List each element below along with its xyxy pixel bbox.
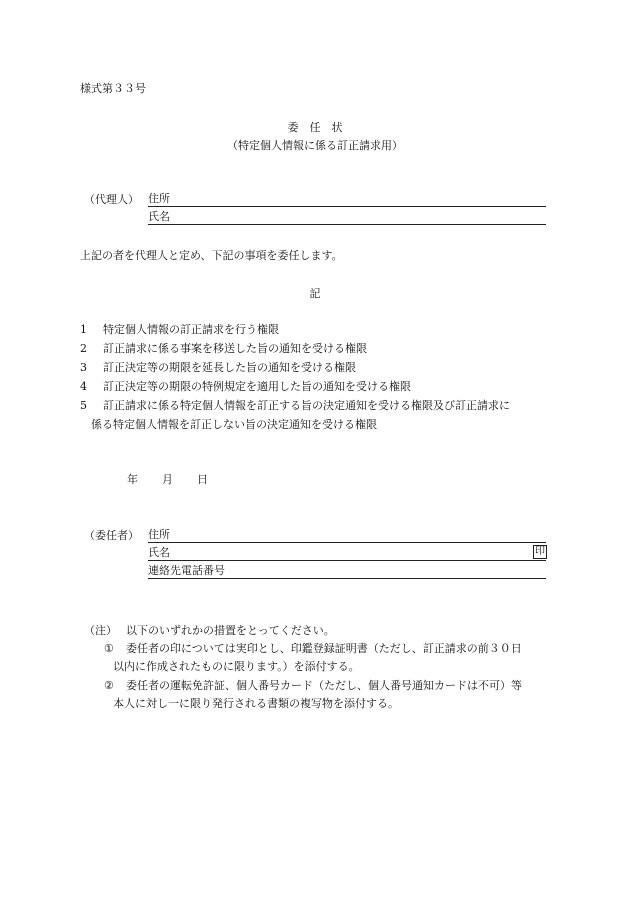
principal-name-field[interactable] [148,546,546,561]
principal-address-field[interactable] [148,528,546,543]
list-item-continuation: 係る特定個人情報を訂正しない旨の決定通知を受ける権限 [91,418,377,431]
ki-heading: 記 [309,287,321,300]
list-item: 訂正決定等の期限を延長した旨の通知を受ける権限 [103,361,356,374]
list-item-number: 4 [80,380,87,393]
list-item-number: 5 [80,399,87,412]
agent-name-label: 氏名 [148,209,170,223]
delegation-statement: 上記の者を代理人と定め、下記の事項を委任します。 [80,249,343,262]
list-item-number: 2 [80,342,87,355]
agent-address-label: 住所 [148,191,170,205]
document-title: 委 任 状 [287,121,343,134]
list-item: 訂正請求に係る事案を移送した旨の通知を受ける権限 [103,342,367,355]
list-item-number: 1 [80,323,87,336]
note-marker: ② [104,679,114,692]
agent-address-field[interactable] [148,192,546,207]
agent-name-field[interactable] [148,210,546,225]
list-item-number: 3 [80,361,87,374]
note-line: 以内に作成されたものに限ります。）を添付する。 [113,660,360,673]
note-marker: ① [104,642,114,655]
notes-label: （注） [84,624,117,637]
principal-name-label: 氏名 [148,545,170,559]
note-line: 委任者の運転免許証、個人番号カード（ただし、個人番号通知カードは不可）等 [126,679,522,692]
agent-label: （代理人） [84,193,139,206]
date-year: 年 [127,473,138,486]
principal-phone-field[interactable] [148,564,546,579]
principal-phone-label: 連絡先電話番号 [148,563,225,577]
note-line: 委任者の印については実印とし、印鑑登録証明書（ただし、訂正請求の前３０日 [126,642,522,655]
principal-label: （委任者） [84,529,139,542]
list-item: 訂正決定等の期限の特例規定を適用した旨の通知を受ける権限 [103,380,411,393]
list-item: 訂正請求に係る特定個人情報を訂正する旨の決定通知を受ける権限及び訂正請求に [103,399,510,412]
date-day: 日 [197,473,208,486]
principal-address-label: 住所 [148,527,170,541]
document-subtitle: （特定個人情報に係る訂正請求用） [227,139,403,152]
form-number: 様式第３３号 [80,82,146,95]
notes-intro: 以下のいずれかの措置をとってください。 [126,624,335,637]
seal-mark: 印 [535,546,545,557]
date-month: 月 [162,473,173,486]
list-item: 特定個人情報の訂正請求を行う権限 [103,323,279,336]
note-line: 本人に対し一に限り発行される書類の複写物を添付する。 [113,697,399,710]
